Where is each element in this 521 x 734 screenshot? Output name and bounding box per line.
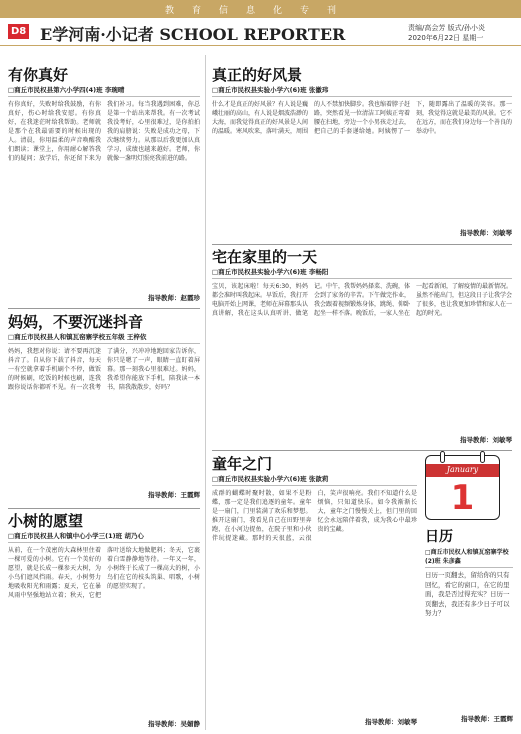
article-teacher: 指导教师：王霞辉 (461, 715, 513, 723)
article-title: 妈妈，不要沉迷抖音 (8, 313, 144, 331)
section-divider (8, 508, 200, 509)
article-title: 小树的愿望 (8, 512, 84, 530)
calendar-ring (480, 451, 485, 463)
section-title: 教育信息化专刊 (165, 6, 355, 16)
article-teacher: 指导教师：刘敏琴 (460, 436, 512, 444)
calendar-illustration (425, 455, 500, 520)
edition-meta (408, 23, 485, 43)
article-title: 日历 (425, 529, 453, 545)
article-body: 宝贝，该起床啦！每天6:30，妈妈都会准时叫我起床。早饭后，我打开电脑开始上网课，老师在屏幕那头认真讲解，我在这头认真听讲、做笔记。中午，我帮妈妈择菜、洗碗，体会到了家务的辛苦。下午做完作业，我会跟着视频锻炼身体，跳绳、仰卧起坐一样不落。晚饭后，一家人坐在一起看新闻，了解疫情的最新情况。虽然不能出门，但这段日子让我学会了很多，也让我更加珍惜和家人在一起的时光。 (212, 283, 512, 317)
section-divider (212, 450, 512, 451)
article-little-tree (8, 512, 200, 730)
article-byline: □商丘市民权县第六小学四(4)班 李琬晴 (8, 85, 200, 97)
article-body: 什么才是真正的好风景？有人说是巍峨壮丽的高山，有人说是烟波浩渺的大海，而我觉得真正的好风景是人间的温暖。寒风吹来，落叶满天，周围的人不禁加快脚步。我也缩着脖子赶路，突然看见一位清洁工阿姨正弯着腰在扫地，旁边一个小男孩走过去，把自己的手套递给她。阿姨愣了一下，随即露出了温暖的笑容。那一刻，我觉得这就是最美的风景。它不在远方，而在我们身边每一个善良的举动中。 (212, 101, 512, 135)
section-divider (8, 308, 200, 309)
article-mom-douyin (8, 313, 200, 505)
article-title: 宅在家里的一天 (212, 248, 318, 266)
article-teacher: 指导教师：刘敏琴 (460, 229, 512, 237)
article-teacher: 指导教师：刘敏琴 (365, 718, 417, 726)
article-teacher: 指导教师：吴媚静 (148, 720, 200, 728)
article-body: 有你真好，失败时给我鼓励，有你真好，伤心时给我安慰。有你真好，在我迷茫时给我帮助。老师就是那个在我最需要的时候出现的人。清晨，你用温柔的声音唤醒我们朗读；课堂上，你用耐心解答我们的疑问；放学后，你还留下来为我们补习。每当我遇到困难，你总是第一个站出来帮我。有一次考试我没考好，心里很难过，是你拍拍我的肩膀说：失败是成功之母，下次继续努力。从那以后我更加认真学习，成绩也越来越好。老师，你就像一盏明灯照亮我前进的路。 (8, 101, 200, 162)
article-day-at-home (212, 248, 512, 448)
page-number: D8 (8, 24, 29, 39)
calendar-ring (440, 451, 445, 463)
editor-line: 责编/高会芳 版式/孙小炎 (408, 24, 485, 32)
calendar-day: 1 (450, 478, 475, 518)
section-bar (0, 0, 521, 18)
date-line: 2020年6月22日 星期一 (408, 34, 484, 42)
article-body: 妈妈，我想对你说：请不要再沉迷抖音了。自从你下载了抖音，每天一有空就拿着手机刷个不停，做饭的时候刷，吃饭的时候也刷，连我跟你说话你都听不见。有一次我考了满分，兴冲冲地跑回家告诉你，你只是嗯了一声，眼睛一直盯着屏幕。那一刻我心里很难过。妈妈，我希望你能放下手机，陪我读一本书，陪我散散步，好吗？ (8, 348, 200, 391)
article-body: 成群的蝴蝶时聚时散，如果不是粉蝶，那一定是我们追逐的童年。童年是一扇门，门里装满了欢乐和梦想。推开这扇门，我看见自己在田野里奔跑，在小河边捉鱼，在院子里和小伙伴玩捉迷藏。那时的天很蓝，云很白，笑声很响亮。我们不知道什么是烦恼，只知道快乐。如今我渐渐长大，童年之门慢慢关上，但门里的回忆会永远陪伴着我，成为我心中最珍贵的宝藏。 (212, 490, 417, 542)
article-title: 真正的好风景 (212, 66, 303, 84)
article-byline: □商丘市民权县实验小学六(6)班 张歆莉 (212, 474, 417, 486)
article-true-scenery (212, 66, 512, 241)
article-teacher: 指导教师：王霞辉 (148, 491, 200, 499)
brand-title: E学河南·小记者 SCHOOL REPORTER (40, 25, 346, 44)
article-you-are-great (8, 66, 200, 306)
article-childhood-door (212, 455, 417, 730)
article-calendar-poem (425, 528, 513, 730)
masthead (0, 20, 521, 46)
article-byline: □商丘市民权县人和镇瓦窑寨学校五年级 王梓依 (8, 332, 200, 344)
column-divider (205, 55, 206, 730)
article-byline: □商丘市民权县实验小学六(6)班 李畅阳 (212, 267, 512, 279)
article-byline: □商丘市民权县人和镇中心小学三(1)班 胡乃心 (8, 531, 200, 543)
article-byline: □商丘市民权县实验小学六(6)班 张徽玮 (212, 85, 512, 97)
article-body: 日历一页翻去，留给你的只有回忆，看它的窗口，在它的里面，我是否过得充实？日历一页翻去，我还有多少日子可以努力？ (425, 571, 510, 617)
article-body: 从前，在一个茂密的大森林里住着一棵可爱的小树。它有一个美好的愿望，就是长成一棵参天大树，为小鸟们遮风挡雨。春天，小树努力地吸收阳光和雨露；夏天，它在暴风雨中坚强地站立着；秋天，它把落叶送给大地做肥料；冬天，它裹着白雪静静地等待。一年又一年，小树终于长成了一棵高大的树，小鸟们在它的枝头筑巢、唱歌，小树的愿望实现了。 (8, 547, 200, 599)
section-divider (212, 244, 512, 245)
article-byline: □商丘市民权人和镇瓦窑寨学校(2)班 朱彦鑫 (425, 547, 513, 568)
article-title: 有你真好 (8, 66, 69, 84)
article-teacher: 指导教师：赵霞珍 (148, 294, 200, 302)
article-title: 童年之门 (212, 455, 273, 473)
calendar-month: January (446, 465, 479, 474)
